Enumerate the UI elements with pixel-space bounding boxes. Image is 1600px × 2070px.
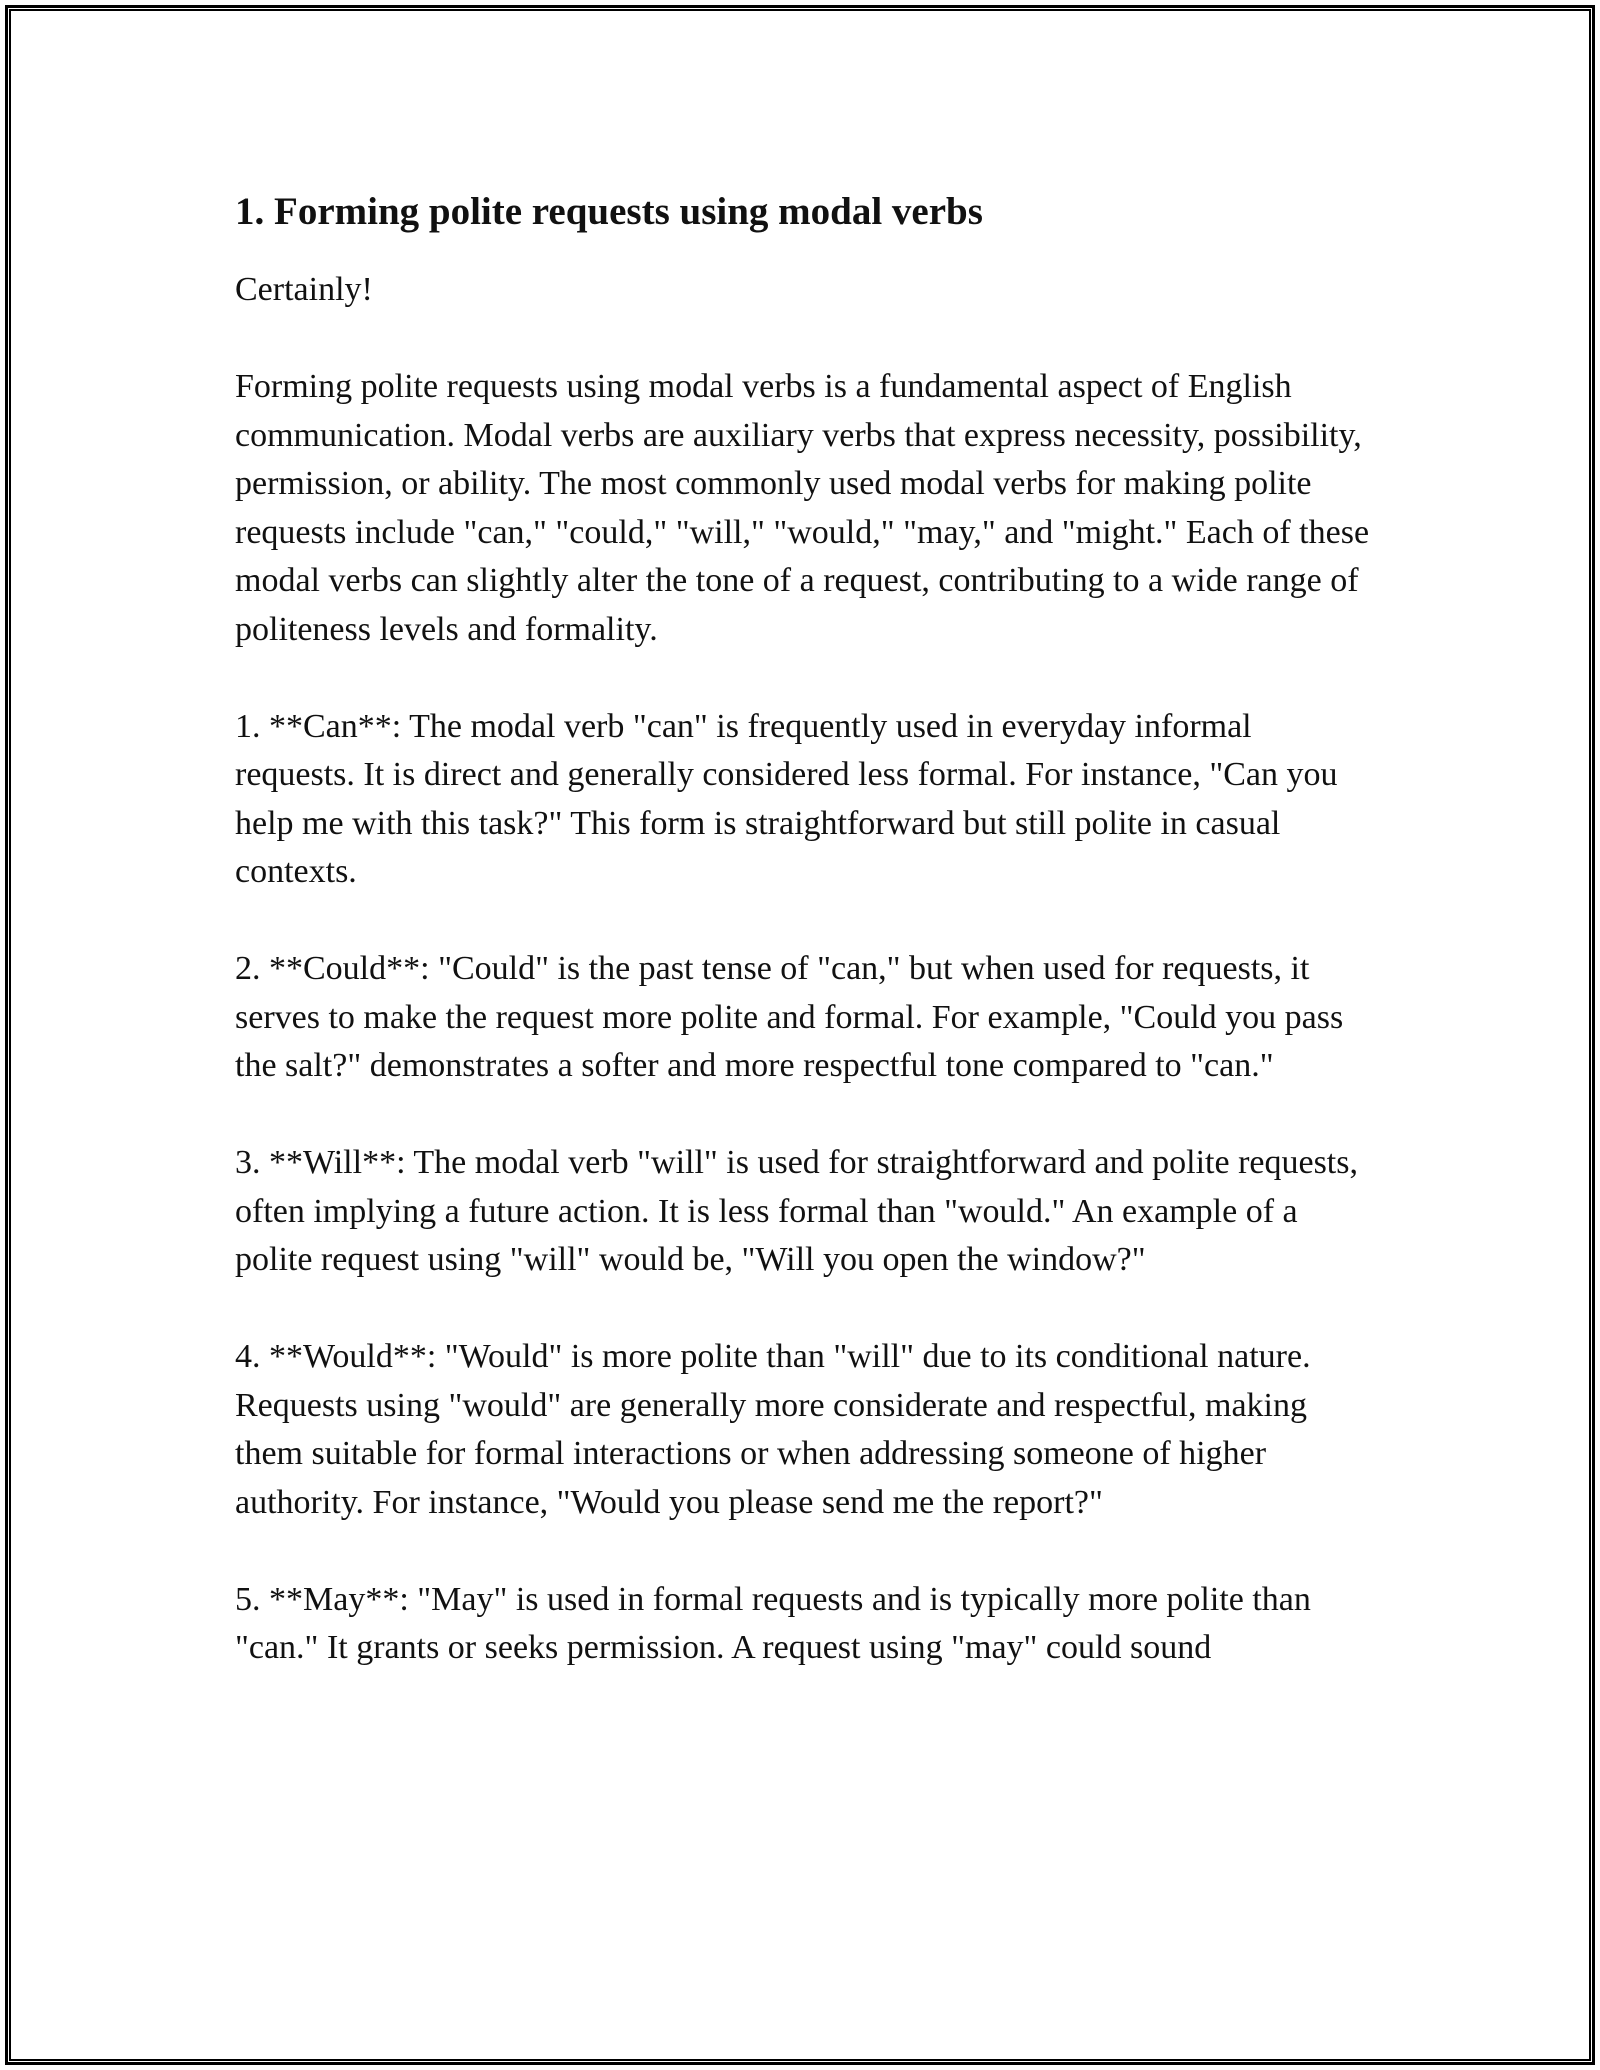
section-heading: 1. Forming polite requests using modal verbs: [235, 190, 983, 233]
paragraph-could: 2. **Could**: "Could" is the past tense of "can," but when used for requests, it serves to make the request more polite and formal. For example, "Could you pass the salt?" demonstrates a softer and more respectful tone compared to "can.": [235, 950, 1344, 1084]
paragraph-overview: Forming polite requests using modal verbs is a fundamental aspect of English communication. Modal verbs are auxiliary verbs that express necessity, possibility, permission, or ability. The most commonly used modal verbs for making polite requests include "can," "could," "will," "would," "may," and "might." Each of these modal verbs can slightly alter the tone of a request, contributing to a wide range of politeness levels and formality.: [235, 368, 1370, 648]
paragraph-would: 4. **Would**: "Would" is more polite than "will" due to its conditional nature. Requests using "would" are generally more considerate and respectful, making them suitable for formal interactions or when addressing someone of higher authority. For instance, "Would you please send me the report?": [235, 1338, 1311, 1521]
paragraph-intro: Certainly!: [235, 271, 373, 308]
paragraph-can: 1. **Can**: The modal verb "can" is frequently used in everyday informal requests. It is direct and generally considered less formal. For instance, "Can you help me with this task?" This form is straightforward but still polite in casual contexts.: [235, 707, 1338, 890]
paragraph-will: 3. **Will**: The modal verb "will" is used for straightforward and polite requests, often implying a future action. It is less formal than "would." An example of a polite request using "will" would be, "Will you open the window?": [235, 1144, 1358, 1278]
document-body: [235, 184, 1375, 1673]
paragraph-may: 5. **May**: "May" is used in formal requests and is typically more polite than "can." It grants or seeks permission. A request using "may" could sound: [235, 1580, 1311, 1666]
